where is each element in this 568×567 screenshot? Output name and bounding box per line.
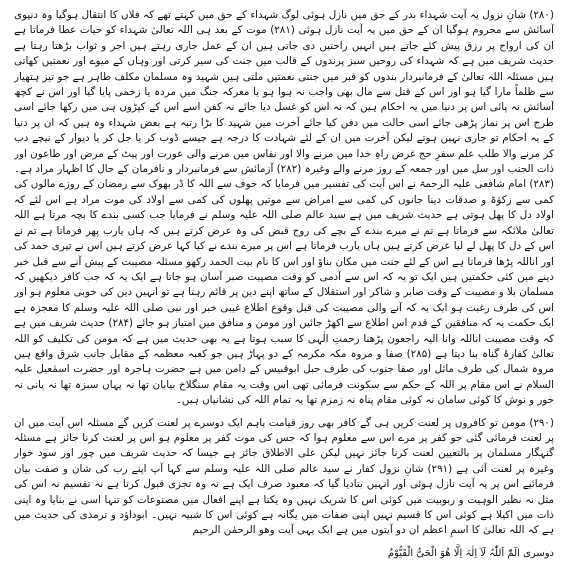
closing-verse-line: دوسری الٓمّٓ اَللّٰہُ لَآ اِلٰہَ اِلَّا ھُوَ الْحَیُّ الْقَیُّوْمُ (387, 547, 554, 559)
commentary-paragraph-2: (۲۹۰) مومن تو کافروں پر لعنت کریں ہی گے کافر بھی روز قیامت باہم ایک دوسرے پر لعنت کریں گے مسئلہ اس آیت میں ان پر لعنت فرمائی گئی جو کفر پر مرے اس سے معلوم ہوا کہ جس کی موت کفر پر معلوم ہو اس پر لعنت کرنا جائز ہے مسئلہ گنہگار مسلمان پر بالتعیین لعنت کرنا جائز نہیں لیکن علی الاطلاق جائز ہے جیسا کہ حدیث شریف میں چور اور سود خوار وغیرہ پر لعنت آئی ہے (۲۹۱) شانِ نزول کفار نے سید عالم صلی اللہ علیہ وسلم سے کہا آپ اپنے رب کی شان و صفت بیان فرمائیے اس پر یہ آیت نازل ہوئی اور انہیں بتادیا گیا کہ معبود صرف ایک ہے نہ وہ تجزی قبول کرتا ہے نہ تقسیم نہ اس کی مثل نہ نظیر الوہیت و ربوبیت میں کوئی اس کا شریک نہیں وہ یکتا ہے اپنے افعال میں مصنوعات کو تنہا اسی نے بنایا وہ اپنی ذات میں اکیلا ہے کوئی اس کا قسیم نہیں اپنی صفات میں یگانہ ہے کوئی اس کا شبیہ نہیں۔ ابوداؤد و ترمذی کی حدیث میں ہے کہ اللہ تعالیٰ کا اسمِ اعظم ان دو آیتوں میں ہے ایک یہی آیت وھو الرحمٰن الرحیم (14, 416, 554, 537)
commentary-page (14, 8, 554, 559)
commentary-paragraph-1: (۲۸۰) شانِ نزول یہ آیت شہداء بدر کے حق میں نازل ہوئی لوگ شہداء کے حق میں کہتے تھے کہ فلاں کا انتقال ہوگیا وہ دنیوی آسائش سے محروم ہوگیا ان کے حق میں یہ آیت نازل ہوئی (۲۸۱) موت کے بعد ہی اللہ تعالیٰ شہداء کو حیات عطا فرماتا ہے ان کی ارواح پر رزق پیش کئے جاتے ہیں انہیں راحتیں دی جاتی ہیں ان کے عمل جاری رہتے ہیں اجر و ثواب بڑھتا رہتا ہے حدیث شریف میں ہے کہ شہداء کی روحیں سبز پرندوں کے قالب میں جنت کی سیر کرتی اور وہاں کے میوے اور نعمتیں کھاتی ہیں مسئلہ اللہ تعالیٰ کے فرمانبردار بندوں کو قبر میں جنتی نعمتیں ملتی ہیں شہید وہ مسلمان مکلف طاہر ہے جو تیز ہتھیار سے ظلماً مارا گیا ہو اور اس کے قتل سے مال بھی واجب نہ ہوا ہو یا معرکہ جنگ میں مردہ یا زخمی پایا گیا اور اس نے کچھ آسائش نہ پائی اس پر دنیا میں یہ احکام ہیں کہ نہ اس کو غسل دیا جائے نہ کفن اسے اس کے کپڑوں ہی میں رکھا جائے اسی طرح اس پر نماز پڑھی جائے اسی حالت میں دفن کیا جائے آخرت میں شہید کا بڑا رتبہ ہے بعض شہداء وہ ہیں کہ ان پر دنیا کے یہ احکام تو جاری نہیں ہوتے لیکن آخرت میں ان کے لئے شہادت کا درجہ ہے جیسے ڈوب کر یا جل کر یا دیوار کے نیچے دب کر مرنے والا طلب علم سفرِ حج غرض راہِ خدا میں مرنے والا اور نفاس میں مرنے والی عورت اور پیٹ کے مرض اور طاعون اور ذات الجنب اور سل میں اور جمعہ کے روز مرنے والے وغیرہ (۲۸۲) آزمائش سے فرمانبردار و نافرمان کے حال کا اظہار مراد ہے۔ (۲۸۳) امام شافعی علیہ الرحمۃ نے اس آیت کی تفسیر میں فرمایا کہ خوف سے اللہ کا ڈر بھوک سے رمضان کے روزے مالوں کی کمی سے زکوٰۃ و صدقات دینا جانوں کی کمی سے امراض سے موتیں پھلوں کی کمی سے اولاد کی موت مراد ہے اس لئے کہ اولاد دل کا پھل ہوتی ہے حدیث شریف میں ہے سید عالم صلی اللہ علیہ وسلم نے فرمایا جب کسی بندے کا بچہ مرتا ہے اللہ تعالیٰ ملائکہ سے فرماتا ہے تم نے میرے بندے کے بچے کی روح قبض کی وہ عرض کرتے ہیں کہ ہاں یارب پھر فرماتا ہے تم نے اس کے دل کا پھل لے لیا عرض کرتے ہیں ہاں یارب فرماتا ہے اس پر میرے بندے نے کیا کہا عرض کرتے ہیں اس نے تیری حمد کی اور اناللہ پڑھا فرماتا ہے اس کے لئے جنت میں مکان بناؤ اور اس کا نام بیت الحمد رکھو مسئلہ مصیبت کے پیش آنے سے قبل خبر دینے میں کئی حکمتیں ہیں ایک تو یہ کہ اس سے آدمی کو وقت مصیبت صبر آسان ہو جاتا ہے ایک یہ کہ جب کافر دیکھیں کہ مسلمان بلا و مصیبت کے وقت صابر و شاکر اور استقلال کے ساتھ اپنے دین پر قائم رہتا ہے تو انہیں دین کی خوبی معلوم ہو اور اس کی طرف رغبت ہو ایک یہ کہ آنے والی مصیبت کی قبل وقوع اطلاع غیبی خبر اور نبی صلی اللہ علیہ وسلم کا معجزہ ہے ایک حکمت یہ کہ منافقین کے قدم اس اطلاع سے اکھڑ جائیں اور مومن و منافق میں امتیاز ہو جائے (۲۸۴) حدیث شریف میں ہے کہ وقت مصیبت اناللہ وانا الیہ راجعون پڑھنا رحمتِ الٰہی کا سبب ہوتا ہے یہ بھی حدیث میں ہے کہ مومن کی تکلیف کو اللہ تعالیٰ کفارۂ گناہ بنا دیتا ہے (۲۸۵) صفا و مروہ مکہ مکرمہ کے دو پہاڑ ہیں جو کعبہ معظمہ کے مقابل جانب شرق واقع ہیں مروہ شمال کی طرف مائل اور صفا جنوب کی طرف جبل ابوقبیس کے دامن میں ہے حضرت ہاجرہ اور حضرت اسمٰعیل علیہ السلام نے اس مقام پر اللہ کے حکم سے سکونت فرمائی تھی اس وقت یہ مقام سنگلاخ بیابان تھا نہ یہاں سبزہ تھا نہ پانی نہ خور و نوش کا کوئی سامان نہ کوئی مقام پناہ نہ زمزم تھا یہ تمام اللہ کی نشانیاں ہیں۔ (14, 9, 554, 407)
